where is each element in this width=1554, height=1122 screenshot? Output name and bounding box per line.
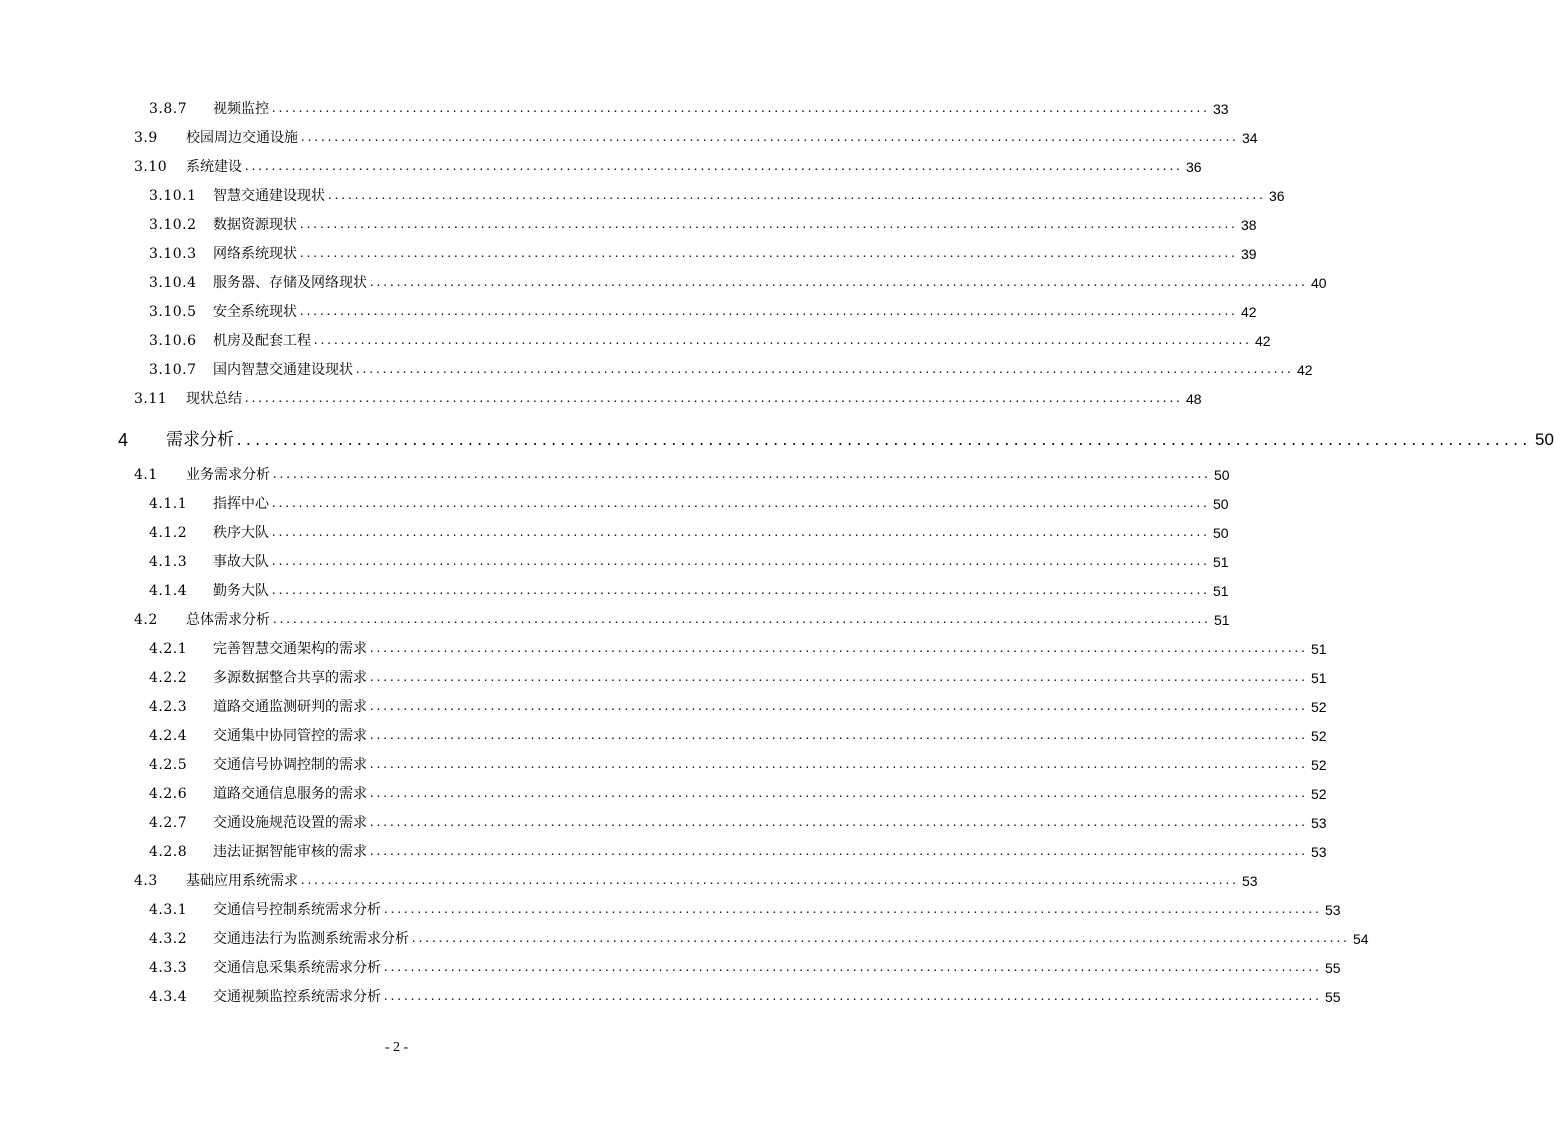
- toc-entry[interactable]: [149, 781, 1327, 803]
- toc-entry-number: 4.1.4: [149, 583, 188, 599]
- toc-leader-dots: ............................................................................................................................................: [370, 699, 1308, 714]
- toc-entry[interactable]: [134, 154, 1202, 176]
- toc-entry-title: 完善智慧交通架构的需求: [213, 641, 367, 657]
- toc-entry[interactable]: [134, 462, 1230, 484]
- toc-entry-number: 4.1.3: [149, 554, 188, 570]
- toc-entry-page: 51: [1213, 583, 1229, 599]
- toc-leader-dots: ............................................................................................................................................: [370, 844, 1308, 859]
- toc-entry-title: 现状总结: [186, 391, 242, 407]
- toc-entry-title: 需求分析: [166, 430, 234, 450]
- toc-entry-page: 36: [1269, 188, 1285, 204]
- toc-entry[interactable]: [149, 665, 1327, 687]
- toc-leader-dots: ............................................................................................................................................: [300, 246, 1238, 261]
- toc-entry[interactable]: [149, 183, 1285, 205]
- toc-entry-number: 4.3.1: [149, 902, 188, 918]
- toc-leader-dots: ............................................................................................................................................: [273, 612, 1211, 627]
- toc-entry-number: 4.2.8: [149, 844, 188, 860]
- toc-entry-title: 交通信息采集系统需求分析: [213, 960, 381, 976]
- toc-entry[interactable]: [149, 694, 1327, 716]
- toc-entry[interactable]: [149, 491, 1229, 513]
- toc-entry-title: 交通信号控制系统需求分析: [213, 902, 381, 918]
- toc-entry-page: 36: [1186, 159, 1202, 175]
- toc-entry-title: 勤务大队: [213, 583, 269, 599]
- toc-entry-title: 安全系统现状: [213, 304, 297, 320]
- toc-entry[interactable]: [149, 241, 1257, 263]
- toc-entry-title: 多源数据整合共享的需求: [213, 670, 367, 686]
- toc-leader-dots: ............................................................................................................................................: [245, 159, 1183, 174]
- toc-entry-number: 3.10.3: [149, 246, 197, 262]
- toc-entry-title: 交通违法行为监测系统需求分析: [213, 931, 409, 947]
- toc-entry-number: 4.2.1: [149, 641, 188, 657]
- toc-entry-page: 50: [1213, 525, 1229, 541]
- toc-entry[interactable]: [149, 328, 1271, 350]
- toc-entry-page: 53: [1311, 844, 1327, 860]
- toc-entry-page: 52: [1311, 757, 1327, 773]
- toc-entry-number: 3.10.2: [149, 217, 197, 233]
- toc-leader-dots: ............................................................................................................................................: [272, 583, 1210, 598]
- toc-entry[interactable]: [149, 839, 1327, 861]
- toc-entry-page: 51: [1311, 670, 1327, 686]
- toc-entry[interactable]: [149, 520, 1229, 542]
- toc-entry-number: 4.2.7: [149, 815, 188, 831]
- toc-entry-title: 基础应用系统需求: [186, 873, 298, 889]
- toc-leader-dots: ............................................................................................................................................: [370, 670, 1308, 685]
- toc-entry[interactable]: [149, 926, 1369, 948]
- toc-entry-title: 交通视频监控系统需求分析: [213, 989, 381, 1005]
- toc-entry-number: 3.9: [134, 130, 158, 146]
- toc-entry-page: 50: [1535, 430, 1554, 449]
- toc-entry[interactable]: [134, 125, 1258, 147]
- toc-entry[interactable]: [118, 424, 1554, 452]
- toc-leader-dots: ............................................................................................................................................: [272, 496, 1210, 511]
- toc-entry-page: 51: [1213, 554, 1229, 570]
- toc-entry-title: 视频监控: [213, 101, 269, 117]
- toc-leader-dots: ............................................................................................................................................: [328, 188, 1266, 203]
- toc-leader-dots: ............................................................................................................................................: [272, 554, 1210, 569]
- toc-entry-number: 4.2: [134, 612, 158, 628]
- toc-leader-dots: ............................................................................................................................................: [300, 217, 1238, 232]
- toc-entry-number: 3.11: [134, 391, 168, 407]
- toc-entry-number: 4.2.5: [149, 757, 188, 773]
- toc-leader-dots: ............................................................................................................................................: [273, 467, 1211, 482]
- toc-leader-dots: ............................................................................................................................................: [384, 960, 1322, 975]
- toc-leader-dots: ............................................................................................................................................: [370, 786, 1308, 801]
- toc-entry-page: 39: [1241, 246, 1257, 262]
- toc-entry-number: 3.10: [134, 159, 168, 175]
- toc-entry-title: 服务器、存储及网络现状: [213, 275, 367, 291]
- toc-entry[interactable]: [134, 868, 1258, 890]
- toc-leader-dots: ............................................................................................................................................: [237, 430, 1532, 449]
- toc-entry[interactable]: [149, 636, 1327, 658]
- toc-entry-title: 事故大队: [213, 554, 269, 570]
- toc-leader-dots: ............................................................................................................................................: [272, 101, 1210, 116]
- toc-leader-dots: ............................................................................................................................................: [370, 275, 1308, 290]
- toc-entry-title: 道路交通信息服务的需求: [213, 786, 367, 802]
- toc-leader-dots: ............................................................................................................................................: [314, 333, 1252, 348]
- toc-entry-title: 校园周边交通设施: [186, 130, 298, 146]
- toc-leader-dots: ............................................................................................................................................: [356, 362, 1294, 377]
- toc-entry-title: 指挥中心: [213, 496, 269, 512]
- toc-entry-number: 4.3.2: [149, 931, 188, 947]
- toc-entry-page: 52: [1311, 786, 1327, 802]
- toc-entry-number: 4.3: [134, 873, 158, 889]
- toc-entry-title: 总体需求分析: [186, 612, 270, 628]
- toc-entry-title: 业务需求分析: [186, 467, 270, 483]
- toc-leader-dots: ............................................................................................................................................: [300, 304, 1238, 319]
- toc-leader-dots: ............................................................................................................................................: [412, 931, 1350, 946]
- toc-entry-page: 40: [1311, 275, 1327, 291]
- toc-entry-title: 道路交通监测研判的需求: [213, 699, 367, 715]
- toc-entry-number: 4.1.2: [149, 525, 188, 541]
- toc-entry[interactable]: [149, 299, 1257, 321]
- toc-leader-dots: ............................................................................................................................................: [370, 728, 1308, 743]
- toc-entry-number: 4.3.4: [149, 989, 188, 1005]
- toc-entry-page: 48: [1186, 391, 1202, 407]
- toc-entry-title: 网络系统现状: [213, 246, 297, 262]
- toc-leader-dots: ............................................................................................................................................: [370, 757, 1308, 772]
- toc-entry-number: 3.10.7: [149, 362, 197, 378]
- toc-entry[interactable]: [149, 810, 1327, 832]
- toc-entry-number: 3.10.1: [149, 188, 197, 204]
- toc-leader-dots: ............................................................................................................................................: [384, 902, 1322, 917]
- toc-entry-title: 国内智慧交通建设现状: [213, 362, 353, 378]
- toc-entry-page: 42: [1297, 362, 1313, 378]
- toc-entry-page: 55: [1325, 989, 1341, 1005]
- toc-entry-page: 50: [1213, 496, 1229, 512]
- toc-entry[interactable]: [149, 96, 1229, 118]
- toc-leader-dots: ............................................................................................................................................: [370, 641, 1308, 656]
- toc-entry[interactable]: [149, 984, 1341, 1006]
- toc-entry-page: 34: [1242, 130, 1258, 146]
- toc-entry-page: 53: [1242, 873, 1258, 889]
- toc-entry[interactable]: [134, 607, 1230, 629]
- toc-leader-dots: ............................................................................................................................................: [245, 391, 1183, 406]
- toc-entry[interactable]: [149, 578, 1229, 600]
- toc-entry-title: 系统建设: [186, 159, 242, 175]
- toc-leader-dots: ............................................................................................................................................: [301, 130, 1239, 145]
- toc-entry-page: 42: [1241, 304, 1257, 320]
- toc-entry-number: 3.10.4: [149, 275, 197, 291]
- toc-entry-title: 秩序大队: [213, 525, 269, 541]
- toc-entry-page: 38: [1241, 217, 1257, 233]
- toc-leader-dots: ............................................................................................................................................: [301, 873, 1239, 888]
- toc-entry[interactable]: [149, 955, 1341, 977]
- toc-entry[interactable]: [149, 752, 1327, 774]
- toc-entry[interactable]: [149, 212, 1257, 234]
- toc-entry-number: 4.2.3: [149, 699, 188, 715]
- toc-entry-number: 4.1: [134, 467, 158, 483]
- toc-entry-title: 违法证据智能审核的需求: [213, 844, 367, 860]
- toc-entry[interactable]: [149, 897, 1341, 919]
- toc-entry-number: 3.10.6: [149, 333, 197, 349]
- toc-entry-number: 4.1.1: [149, 496, 188, 512]
- toc-leader-dots: ............................................................................................................................................: [272, 525, 1210, 540]
- toc-entry-title: 智慧交通建设现状: [213, 188, 325, 204]
- toc-entry[interactable]: [149, 723, 1327, 745]
- toc-entry-page: 53: [1311, 815, 1327, 831]
- toc-entry-number: 4.2.6: [149, 786, 188, 802]
- toc-entry-number: 3.10.5: [149, 304, 197, 320]
- toc-entry-page: 33: [1213, 101, 1229, 117]
- toc-entry-number: 4: [118, 430, 129, 450]
- toc-entry-page: 54: [1353, 931, 1369, 947]
- toc-entry-page: 52: [1311, 728, 1327, 744]
- toc-entry-page: 52: [1311, 699, 1327, 715]
- toc-entry-page: 50: [1214, 467, 1230, 483]
- toc-leader-dots: ............................................................................................................................................: [384, 989, 1322, 1004]
- page-number-footer: - 2 -: [384, 1040, 409, 1055]
- toc-entry-title: 交通设施规范设置的需求: [213, 815, 367, 831]
- toc-leader-dots: ............................................................................................................................................: [370, 815, 1308, 830]
- toc-entry-title: 交通信号协调控制的需求: [213, 757, 367, 773]
- toc-entry-number: 4.2.2: [149, 670, 188, 686]
- toc-entry-title: 交通集中协同管控的需求: [213, 728, 367, 744]
- toc-entry[interactable]: [134, 386, 1202, 408]
- toc-entry[interactable]: [149, 357, 1313, 379]
- toc-entry-number: 4.2.4: [149, 728, 188, 744]
- toc-entry-page: 55: [1325, 960, 1341, 976]
- toc-entry[interactable]: [149, 270, 1327, 292]
- toc-entry-page: 51: [1311, 641, 1327, 657]
- toc-entry-title: 数据资源现状: [213, 217, 297, 233]
- toc-entry-page: 51: [1214, 612, 1230, 628]
- toc-entry[interactable]: [149, 549, 1229, 571]
- toc-entry-title: 机房及配套工程: [213, 333, 311, 349]
- toc-entry-number: 4.3.3: [149, 960, 188, 976]
- toc-entry-page: 42: [1255, 333, 1271, 349]
- toc-entry-page: 53: [1325, 902, 1341, 918]
- toc-entry-number: 3.8.7: [149, 101, 188, 117]
